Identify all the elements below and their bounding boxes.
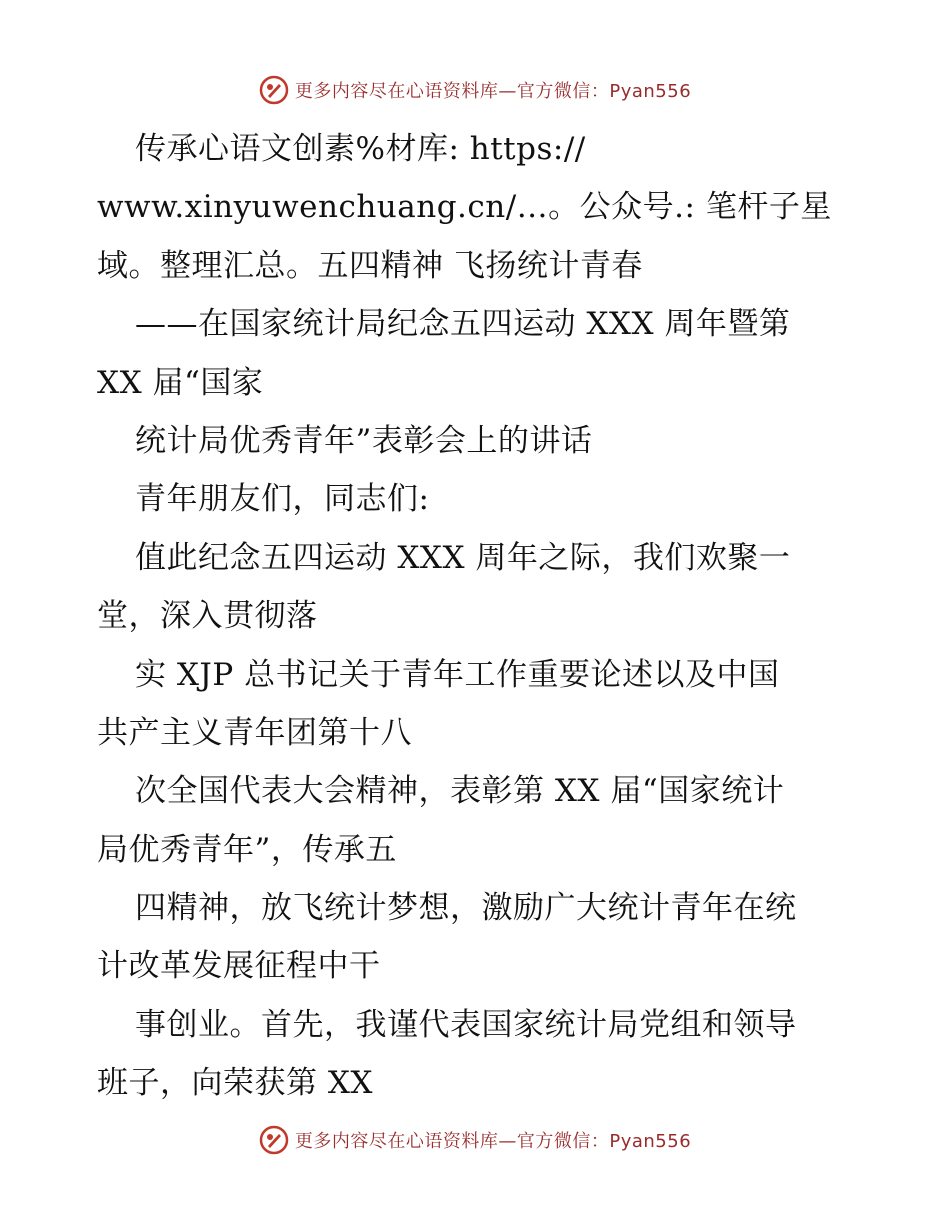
body-line: 事创业。首先，我谨代表国家统计局党组和领导: [135, 1006, 797, 1043]
logo-icon: [259, 1125, 289, 1155]
body-line: 局优秀青年”，传承五: [97, 831, 397, 868]
body-line: 班子，向荣获第 XX: [97, 1065, 373, 1102]
body-line: 域。整理汇总。五四精神 飞扬统计青春: [97, 247, 643, 284]
logo-icon: [259, 75, 289, 105]
body-line: 堂，深入贯彻落: [97, 598, 318, 635]
body-line: XX 届“国家: [97, 364, 264, 401]
body-line: www.xinyuwenchuang.cn/…。公众号.: 笔杆子星: [97, 189, 832, 226]
body-line: 实 XJP 总书记关于青年工作重要论述以及中国: [135, 656, 780, 693]
body-line: 值此纪念五四运动 XXX 周年之际，我们欢聚一: [135, 539, 791, 576]
body-line: 传承心语文创素%材库: https://: [135, 131, 586, 167]
body-line: 计改革发展征程中干: [97, 948, 381, 985]
body-line: ——在国家统计局纪念五四运动 XXX 周年暨第: [135, 306, 791, 343]
header-banner: [0, 70, 950, 110]
body-line: 共产主义青年团第十八: [97, 714, 412, 751]
body-line: 次全国代表大会精神，表彰第 XX 届“国家统计: [135, 773, 785, 810]
body-line: 青年朋友们，同志们:: [135, 481, 430, 518]
header-banner-text: 更多内容尽在心语资料库—官方微信：Pyan556: [294, 81, 692, 102]
footer-banner: [0, 1120, 950, 1160]
body-line: 统计局优秀青年”表彰会上的讲话: [135, 422, 593, 459]
body-line: 四精神，放飞统计梦想，激励广大统计青年在统: [135, 890, 797, 927]
footer-banner-text: 更多内容尽在心语资料库—官方微信：Pyan556: [294, 1131, 692, 1152]
document-body: [97, 120, 857, 1113]
